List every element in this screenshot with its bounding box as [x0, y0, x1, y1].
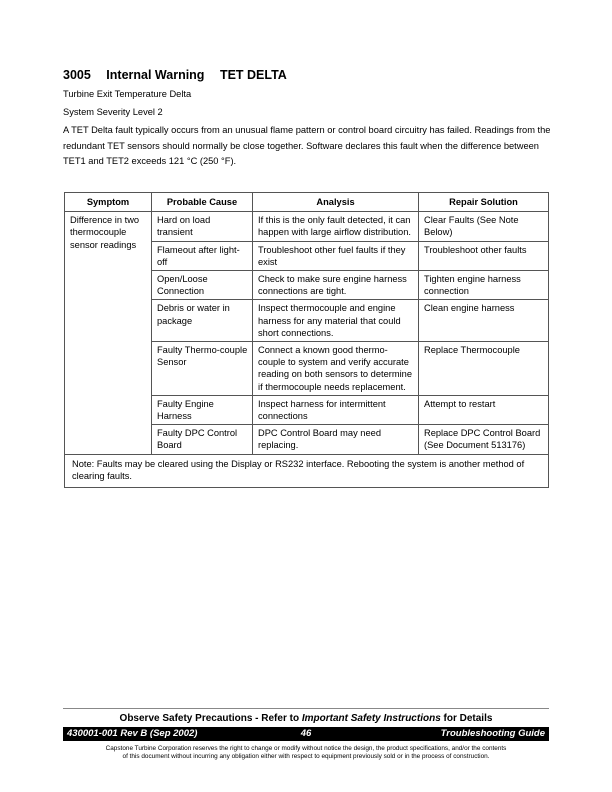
guide-title: Troubleshooting Guide: [440, 728, 545, 739]
repair-cell: Troubleshoot other faults: [419, 241, 549, 270]
column-header: Analysis: [253, 193, 419, 212]
cause-cell: Faulty DPC Control Board: [152, 425, 253, 454]
repair-cell: Attempt to restart: [419, 395, 549, 424]
fault-heading: [63, 68, 287, 82]
column-header: Repair Solution: [419, 193, 549, 212]
cause-cell: Flameout after light-off: [152, 241, 253, 270]
fault-subtitle: Turbine Exit Temperature Delta: [63, 89, 192, 99]
repair-cell: Replace Thermocouple: [419, 342, 549, 396]
column-header: Probable Cause: [152, 193, 253, 212]
analysis-cell: Connect a known good thermo-couple to system and verify accurate reading on both sensors to determine if thermocouple needs replacement.: [253, 342, 419, 396]
safety-notice: [0, 713, 612, 724]
page-number: 46: [300, 728, 312, 739]
repair-cell: Clean engine harness: [419, 300, 549, 342]
analysis-cell: DPC Control Board may need replacing.: [253, 425, 419, 454]
analysis-cell: Check to make sure engine harness connections are tight.: [253, 271, 419, 300]
cause-cell: Hard on load transient: [152, 212, 253, 241]
cause-cell: Faulty Thermo-couple Sensor: [152, 342, 253, 396]
note-row: [65, 454, 549, 487]
symptom-cell: Difference in two thermocouple sensor readings: [65, 212, 152, 454]
table-header-row: [65, 193, 549, 212]
troubleshooting-table: [64, 192, 549, 488]
safety-prefix: Observe Safety Precautions - Refer to: [119, 713, 302, 724]
table-row: [65, 212, 549, 241]
table-note: Note: Faults may be cleared using the Display or RS232 interface. Rebooting the system is another method of clearing faults.: [65, 454, 549, 487]
column-header: Symptom: [65, 193, 152, 212]
analysis-cell: If this is the only fault detected, it can happen with large airflow distribution.: [253, 212, 419, 241]
cause-cell: Faulty Engine Harness: [152, 395, 253, 424]
fault-code: 3005: [63, 68, 91, 82]
disclaimer-line: Capstone Turbine Corporation reserves the right to change or modify without notice the design, the product specifications, and/or the contents: [105, 745, 507, 752]
fault-name: TET DELTA: [219, 68, 287, 82]
cause-cell: Open/Loose Connection: [152, 271, 253, 300]
repair-cell: Replace DPC Control Board (See Document 513176): [419, 425, 549, 454]
disclaimer-line: of this document without incurring any obligation either with respect to equipment previously sold or in the process of construction.: [122, 753, 490, 760]
repair-cell: Clear Faults (See Note Below): [419, 212, 549, 241]
disclaimer: [63, 745, 549, 761]
repair-cell: Tighten engine harness connection: [419, 271, 549, 300]
severity-level: System Severity Level 2: [63, 107, 163, 117]
analysis-cell: Inspect harness for intermittent connections: [253, 395, 419, 424]
safety-link-text: Important Safety Instructions: [301, 713, 441, 724]
analysis-cell: Inspect thermocouple and engine harness for any material that could short connections.: [253, 300, 419, 342]
fault-description: A TET Delta fault typically occurs from an unusual flame pattern or control board circuitry has failed. Readings from the redundant TET sensors should normally be close together. Software declares this fault when the difference between TET1 and TET2 exceeds 121 °C (250 °F).: [63, 125, 551, 166]
analysis-cell: Troubleshoot other fuel faults if they exist: [253, 241, 419, 270]
fault-type: Internal Warning: [106, 68, 205, 82]
footer-bar: [63, 727, 549, 741]
footer-divider: [63, 708, 549, 709]
safety-suffix: for Details: [440, 713, 493, 724]
cause-cell: Debris or water in package: [152, 300, 253, 342]
document-id: 430001-001 Rev B (Sep 2002): [67, 728, 198, 739]
